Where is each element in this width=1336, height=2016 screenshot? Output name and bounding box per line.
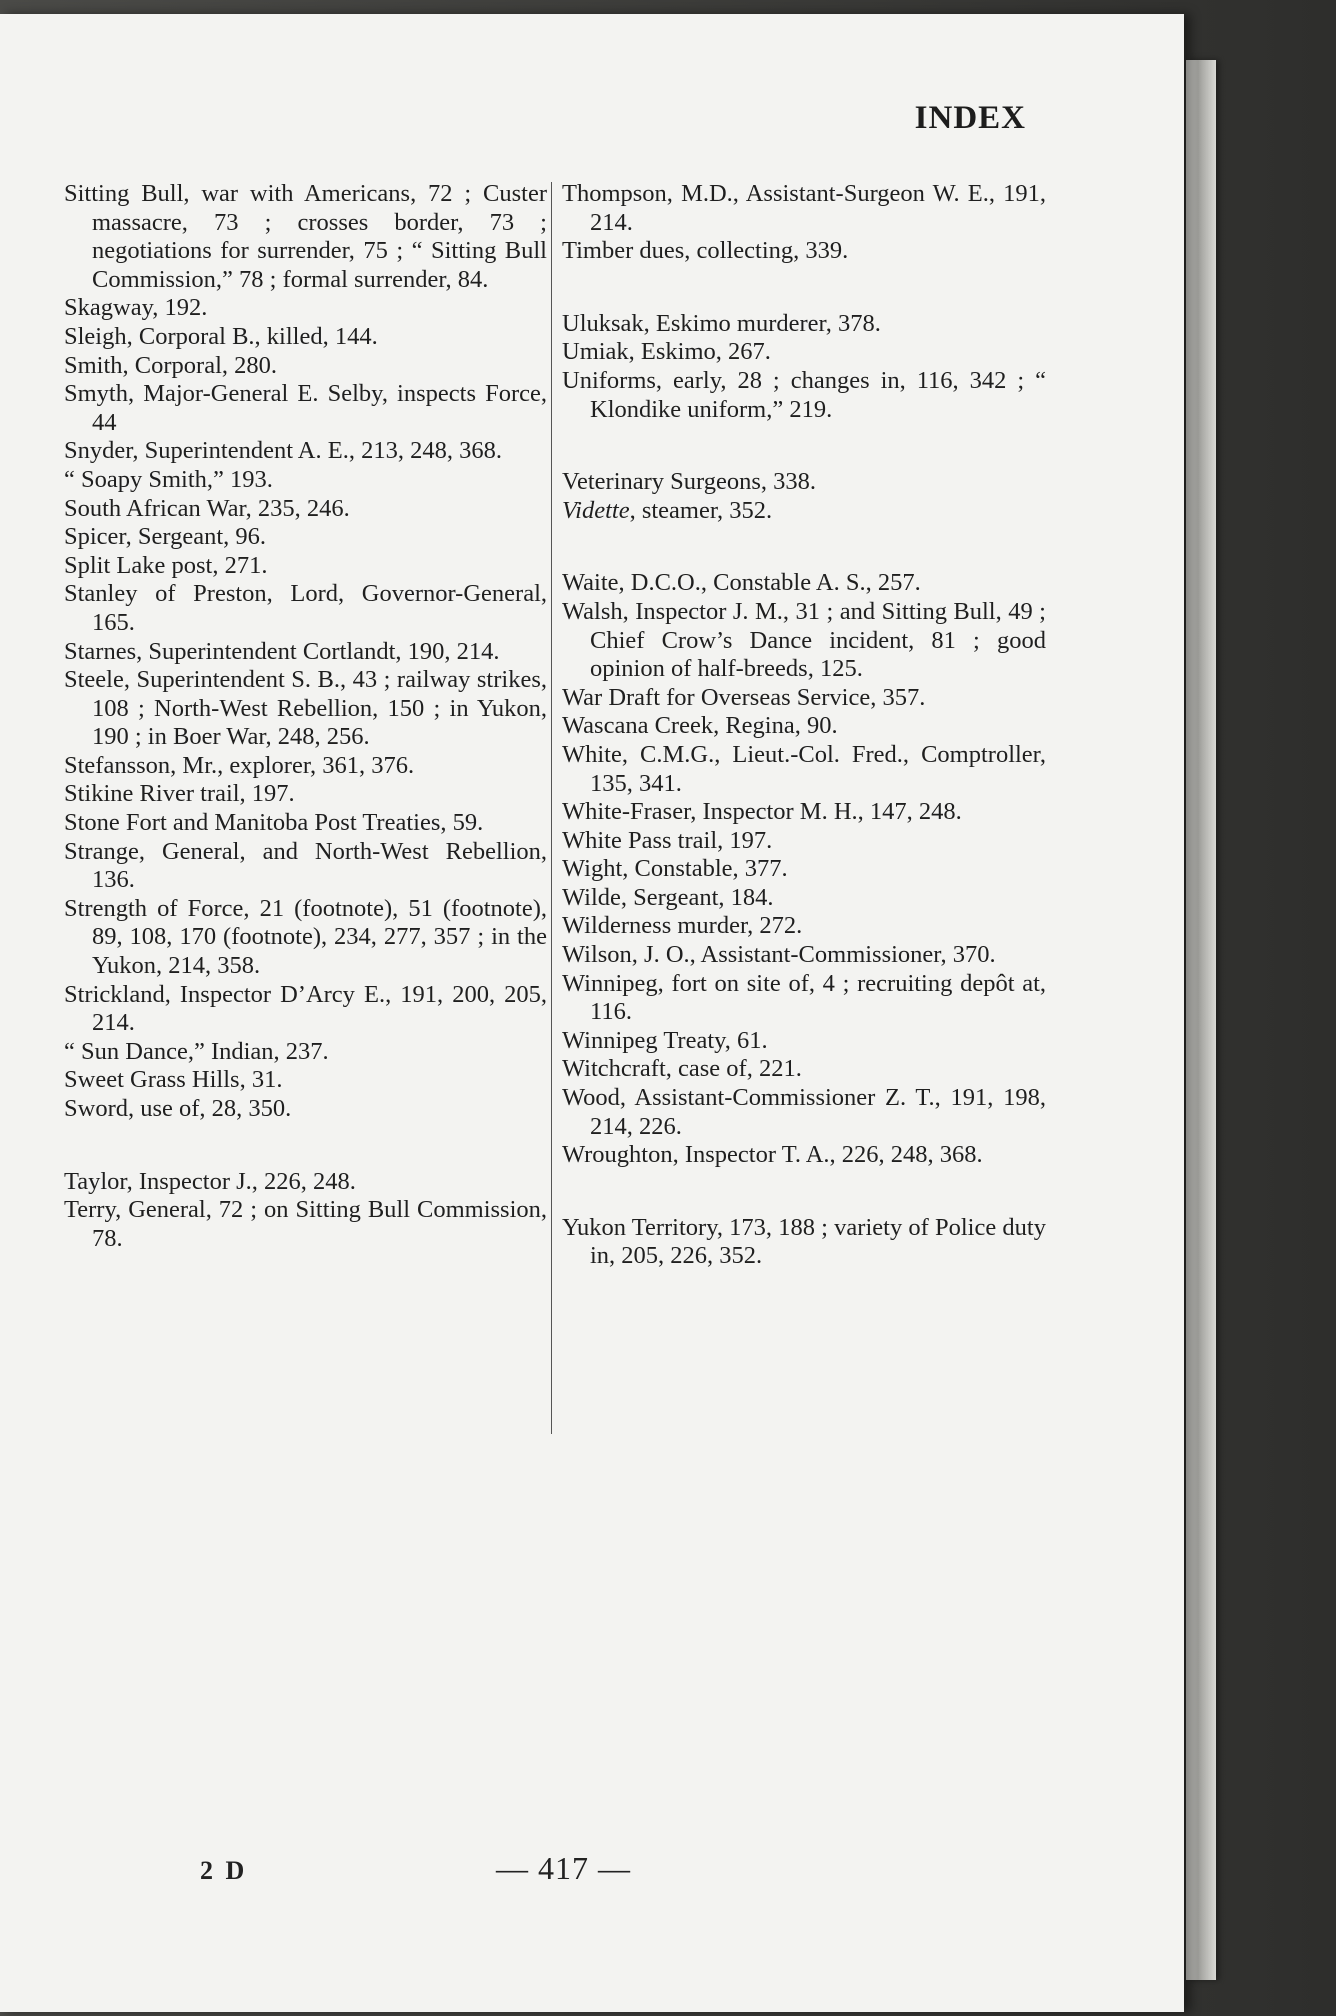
index-entry: Thompson, M.D., Assistant-Surgeon W. E., 191, 214. xyxy=(562,180,1046,236)
index-entry: Taylor, Inspector J., 226, 248. xyxy=(64,1167,356,1195)
index-entry: Wood, Assistant-Commissioner Z. T., 191, 198, 214, 226. xyxy=(562,1084,1046,1140)
index-entry: Sitting Bull, war with Americans, 72 ; Custer massacre, 73 ; crosses border, 73 ; negotiations for surrender, 75 ; “ Sitting Bull Commission,” 78 ; formal surrender, 84. xyxy=(64,180,547,293)
index-entry: Steele, Superintendent S. B., 43 ; railway strikes, 108 ; North-West Rebellion, 150 ; in Yukon, 190 ; in Boer War, 248, 256. xyxy=(64,666,547,751)
index-entry: “ Sun Dance,” Indian, 237. xyxy=(64,1037,329,1065)
letter-gap xyxy=(562,424,1046,468)
index-entry: White-Fraser, Inspector M. H., 147, 248. xyxy=(562,798,962,826)
column-divider xyxy=(551,182,552,1434)
index-entry: Veterinary Surgeons, 338. xyxy=(562,468,817,496)
index-entry: Snyder, Superintendent A. E., 213, 248, 368. xyxy=(64,437,502,465)
index-entry: Starnes, Superintendent Cortlandt, 190, 214. xyxy=(64,637,500,665)
index-entry: War Draft for Overseas Service, 357. xyxy=(562,683,926,711)
index-entry: Strength of Force, 21 (footnote), 51 (footnote), 89, 108, 170 (footnote), 234, 277, 357 ; in the Yukon, 214, 358. xyxy=(64,894,547,980)
index-column-left xyxy=(64,180,547,1253)
index-entry: Sword, use of, 28, 350. xyxy=(64,1095,292,1122)
page-number: — 417 — xyxy=(496,1850,631,1886)
index-entry: Stefansson, Mr., explorer, 361, 376. xyxy=(64,751,415,779)
letter-gap xyxy=(64,1124,547,1168)
index-entry: Uluksak, Eskimo murderer, 378. xyxy=(562,309,881,337)
index-entry: Waite, D.C.O., Constable A. S., 257. xyxy=(562,569,921,597)
index-entry: Skagway, 192. xyxy=(64,294,208,322)
page-edge xyxy=(1186,60,1216,1980)
index-entry: Wight, Constable, 377. xyxy=(562,855,788,883)
index-entry: Wascana Creek, Regina, 90. xyxy=(562,712,838,740)
index-entry: Spicer, Sergeant, 96. xyxy=(64,523,267,551)
index-entry: “ Soapy Smith,” 193. xyxy=(64,465,273,493)
signature-mark: 2 D xyxy=(200,1856,248,1885)
index-entry: Sweet Grass Hills, 31. xyxy=(64,1066,283,1094)
index-entry: Terry, General, 72 ; on Sitting Bull Commission, 78. xyxy=(64,1196,547,1252)
index-entry: White Pass trail, 197. xyxy=(562,826,773,854)
index-entry: Walsh, Inspector J. M., 31 ; and Sitting Bull, 49 ; Chief Crow’s Dance incident, 81 ; good opinion of half-breeds, 125. xyxy=(562,597,1046,683)
index-entry: Umiak, Eskimo, 267. xyxy=(562,338,771,366)
index-entry: Smith, Corporal, 280. xyxy=(64,351,278,379)
index-column-right xyxy=(562,180,1046,1271)
index-entry: South African War, 235, 246. xyxy=(64,494,350,522)
index-entry: Sleigh, Corporal B., killed, 144. xyxy=(64,322,378,350)
index-entry: Wroughton, Inspector T. A., 226, 248, 368. xyxy=(562,1141,983,1169)
index-entry: Uniforms, early, 28 ; changes in, 116, 342 ; “ Klondike uniform,” 219. xyxy=(562,366,1046,423)
index-entry-rest: , steamer, 352. xyxy=(629,496,773,524)
index-entry: Winnipeg Treaty, 61. xyxy=(562,1026,768,1054)
page-title: INDEX xyxy=(914,100,1026,136)
index-entry: Stikine River trail, 197. xyxy=(64,780,295,808)
index-entry: Witchcraft, case of, 221. xyxy=(562,1055,802,1083)
index-entry: Yukon Territory, 173, 188 ; variety of Police duty in, 205, 226, 352. xyxy=(562,1213,1046,1270)
letter-gap xyxy=(562,266,1046,310)
index-entry: Wilderness murder, 272. xyxy=(562,912,803,940)
index-entry: Stanley of Preston, Lord, Governor-General, 165. xyxy=(64,580,547,636)
index-entry xyxy=(562,497,1046,526)
index-entry: Winnipeg, fort on site of, 4 ; recruiting depôt at, 116. xyxy=(562,969,1046,1026)
index-entry: White, C.M.G., Lieut.-Col. Fred., Comptroller, 135, 341. xyxy=(562,740,1046,797)
index-entry: Wilde, Sergeant, 184. xyxy=(562,883,774,911)
letter-gap xyxy=(562,1170,1046,1214)
book-page xyxy=(0,14,1184,2012)
index-entry: Stone Fort and Manitoba Post Treaties, 59. xyxy=(64,809,484,837)
index-entry: Strickland, Inspector D’Arcy E., 191, 200, 205, 214. xyxy=(64,980,547,1037)
index-entry: Smyth, Major-General E. Selby, inspects Force, 44 xyxy=(64,380,547,436)
index-entry: Wilson, J. O., Assistant-Commissioner, 370. xyxy=(562,941,996,969)
index-entry: Strange, General, and North-West Rebellion, 136. xyxy=(64,837,547,894)
index-entry: Split Lake post, 271. xyxy=(64,551,268,579)
letter-gap xyxy=(562,525,1046,569)
ship-name: Vidette xyxy=(562,496,630,524)
index-entry: Timber dues, collecting, 339. xyxy=(562,237,849,265)
